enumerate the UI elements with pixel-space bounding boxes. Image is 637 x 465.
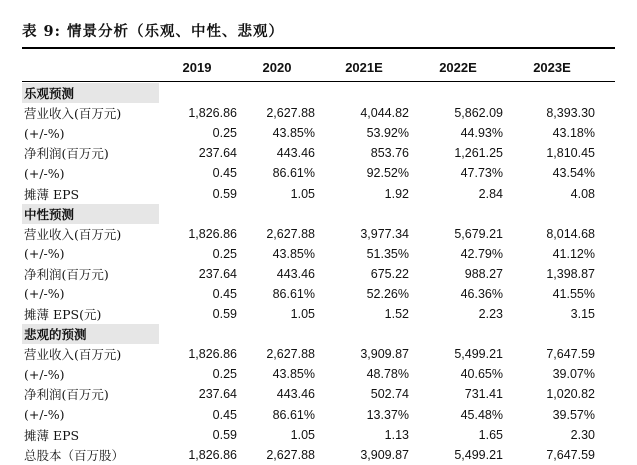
table-row xyxy=(22,123,595,143)
cell-value: 7,647.59 xyxy=(546,347,595,362)
cell-value: 0.59 xyxy=(212,427,237,442)
cell-value: 2,627.88 xyxy=(266,347,315,362)
cell-value: 86.61% xyxy=(272,407,315,422)
table-row xyxy=(22,143,595,163)
cell-value xyxy=(503,83,595,103)
table-row xyxy=(22,244,595,264)
table-row xyxy=(22,163,595,183)
cell-value: 92.52% xyxy=(366,166,409,181)
cell-value: 0.25 xyxy=(212,246,237,261)
cell-value: 1,810.45 xyxy=(546,146,595,161)
cell-value: 43.18% xyxy=(552,126,595,141)
cell-value: 43.54% xyxy=(552,166,595,181)
cell-value: 45.48% xyxy=(460,407,503,422)
cell-value: 2,627.88 xyxy=(266,447,315,462)
cell-value: 43.85% xyxy=(272,367,315,382)
cell-value: 0.45 xyxy=(212,286,237,301)
row-label: 净利润(百万元) xyxy=(24,387,109,403)
cell-value: 1,398.87 xyxy=(546,266,595,281)
column-header-2020: 2020 xyxy=(262,60,292,75)
cell-value: 237.64 xyxy=(198,387,237,402)
row-label: 摊薄 EPS(元) xyxy=(24,307,102,323)
cell-value: 51.35% xyxy=(366,246,409,261)
table-row xyxy=(22,103,595,123)
cell-value: 237.64 xyxy=(198,146,237,161)
cell-value: 8,393.30 xyxy=(546,106,595,121)
row-label: (+/-%) xyxy=(24,286,65,302)
table-row xyxy=(22,405,595,425)
cell-value xyxy=(503,324,595,344)
row-label: (+/-%) xyxy=(24,125,65,141)
section-label: 中性预测 xyxy=(22,204,159,224)
cell-value xyxy=(315,83,409,103)
row-label: 净利润(百万元) xyxy=(24,146,109,162)
cell-value xyxy=(159,204,237,224)
cell-value: 1.52 xyxy=(384,307,409,322)
cell-value: 39.57% xyxy=(552,407,595,422)
cell-value: 1,826.86 xyxy=(188,226,237,241)
cell-value xyxy=(159,83,237,103)
section-row xyxy=(22,204,595,224)
row-label: 净利润(百万元) xyxy=(24,266,109,282)
cell-value: 46.36% xyxy=(460,286,503,301)
scenario-table xyxy=(22,83,595,465)
cell-value xyxy=(503,204,595,224)
table-title: 表 9: 情景分析（乐观、中性、悲观） xyxy=(22,23,285,40)
row-label: 营业收入(百万元) xyxy=(24,106,122,122)
row-label: 总股本（百万股） xyxy=(24,447,125,463)
cell-value: 237.64 xyxy=(198,266,237,281)
cell-value xyxy=(237,83,315,103)
cell-value: 1.05 xyxy=(290,186,315,201)
cell-value xyxy=(315,204,409,224)
table-row xyxy=(22,304,595,324)
cell-value: 1.13 xyxy=(384,427,409,442)
section-row xyxy=(22,83,595,103)
cell-value: 3,909.87 xyxy=(360,447,409,462)
cell-value: 4,044.82 xyxy=(360,106,409,121)
cell-value xyxy=(409,324,503,344)
cell-value: 43.85% xyxy=(272,246,315,261)
table-row xyxy=(22,264,595,284)
cell-value xyxy=(315,324,409,344)
cell-value: 47.73% xyxy=(460,166,503,181)
cell-value: 0.59 xyxy=(212,186,237,201)
cell-value: 1.65 xyxy=(478,427,503,442)
cell-value: 731.41 xyxy=(464,387,503,402)
cell-value: 1,020.82 xyxy=(546,387,595,402)
table-row xyxy=(22,284,595,304)
cell-value: 2.30 xyxy=(570,427,595,442)
cell-value: 675.22 xyxy=(370,266,409,281)
row-label: (+/-%) xyxy=(24,165,65,181)
cell-value: 39.07% xyxy=(552,367,595,382)
cell-value: 0.25 xyxy=(212,367,237,382)
cell-value: 44.93% xyxy=(460,126,503,141)
cell-value xyxy=(237,204,315,224)
cell-value: 0.45 xyxy=(212,407,237,422)
table-row xyxy=(22,384,595,404)
cell-value: 502.74 xyxy=(370,387,409,402)
cell-value: 1,261.25 xyxy=(454,146,503,161)
cell-value: 52.26% xyxy=(366,286,409,301)
cell-value: 1,826.86 xyxy=(188,106,237,121)
cell-value: 443.46 xyxy=(276,387,315,402)
cell-value: 1,826.86 xyxy=(188,347,237,362)
cell-value: 2.23 xyxy=(478,307,503,322)
cell-value: 1.05 xyxy=(290,427,315,442)
cell-value: 13.37% xyxy=(366,407,409,422)
cell-value xyxy=(237,324,315,344)
cell-value: 2,627.88 xyxy=(266,226,315,241)
cell-value: 48.78% xyxy=(366,367,409,382)
cell-value: 53.92% xyxy=(366,126,409,141)
column-header-2021e: 2021E xyxy=(345,60,383,75)
row-label: (+/-%) xyxy=(24,246,65,262)
cell-value: 0.59 xyxy=(212,307,237,322)
column-header-2019: 2019 xyxy=(182,60,212,75)
cell-value: 1.05 xyxy=(290,307,315,322)
cell-value: 853.76 xyxy=(370,146,409,161)
cell-value: 40.65% xyxy=(460,367,503,382)
cell-value xyxy=(409,204,503,224)
cell-value: 5,679.21 xyxy=(454,226,503,241)
table-row xyxy=(22,344,595,364)
cell-value: 1.92 xyxy=(384,186,409,201)
cell-value: 43.85% xyxy=(272,126,315,141)
table-row xyxy=(22,364,595,384)
section-label: 悲观的预测 xyxy=(22,324,159,344)
column-header-2022e: 2022E xyxy=(439,60,477,75)
cell-value: 86.61% xyxy=(272,286,315,301)
cell-value: 3,977.34 xyxy=(360,226,409,241)
cell-value: 0.25 xyxy=(212,126,237,141)
cell-value: 5,499.21 xyxy=(454,347,503,362)
row-label: 摊薄 EPS xyxy=(24,427,80,443)
row-label: 营业收入(百万元) xyxy=(24,347,122,363)
row-label: 营业收入(百万元) xyxy=(24,226,122,242)
row-label: (+/-%) xyxy=(24,366,65,382)
cell-value xyxy=(159,324,237,344)
cell-value: 443.46 xyxy=(276,146,315,161)
cell-value: 5,862.09 xyxy=(454,106,503,121)
table-row xyxy=(22,183,595,203)
cell-value: 2,627.88 xyxy=(266,106,315,121)
table-row xyxy=(22,425,595,445)
row-label: (+/-%) xyxy=(24,407,65,423)
row-label: 摊薄 EPS xyxy=(24,186,80,202)
cell-value: 41.55% xyxy=(552,286,595,301)
cell-value: 988.27 xyxy=(464,266,503,281)
cell-value: 8,014.68 xyxy=(546,226,595,241)
cell-value: 3,909.87 xyxy=(360,347,409,362)
cell-value: 86.61% xyxy=(272,166,315,181)
top-rule xyxy=(22,47,615,49)
cell-value: 2.84 xyxy=(478,186,503,201)
cell-value: 41.12% xyxy=(552,246,595,261)
cell-value: 0.45 xyxy=(212,166,237,181)
cell-value: 443.46 xyxy=(276,266,315,281)
cell-value: 4.08 xyxy=(570,186,595,201)
table-row xyxy=(22,445,595,465)
header-rule xyxy=(22,81,615,82)
section-label: 乐观预测 xyxy=(22,83,159,103)
column-header-2023e: 2023E xyxy=(533,60,571,75)
cell-value xyxy=(409,83,503,103)
cell-value: 3.15 xyxy=(570,307,595,322)
cell-value: 1,826.86 xyxy=(188,447,237,462)
cell-value: 42.79% xyxy=(460,246,503,261)
section-row xyxy=(22,324,595,344)
cell-value: 7,647.59 xyxy=(546,447,595,462)
table-row xyxy=(22,224,595,244)
cell-value: 5,499.21 xyxy=(454,447,503,462)
